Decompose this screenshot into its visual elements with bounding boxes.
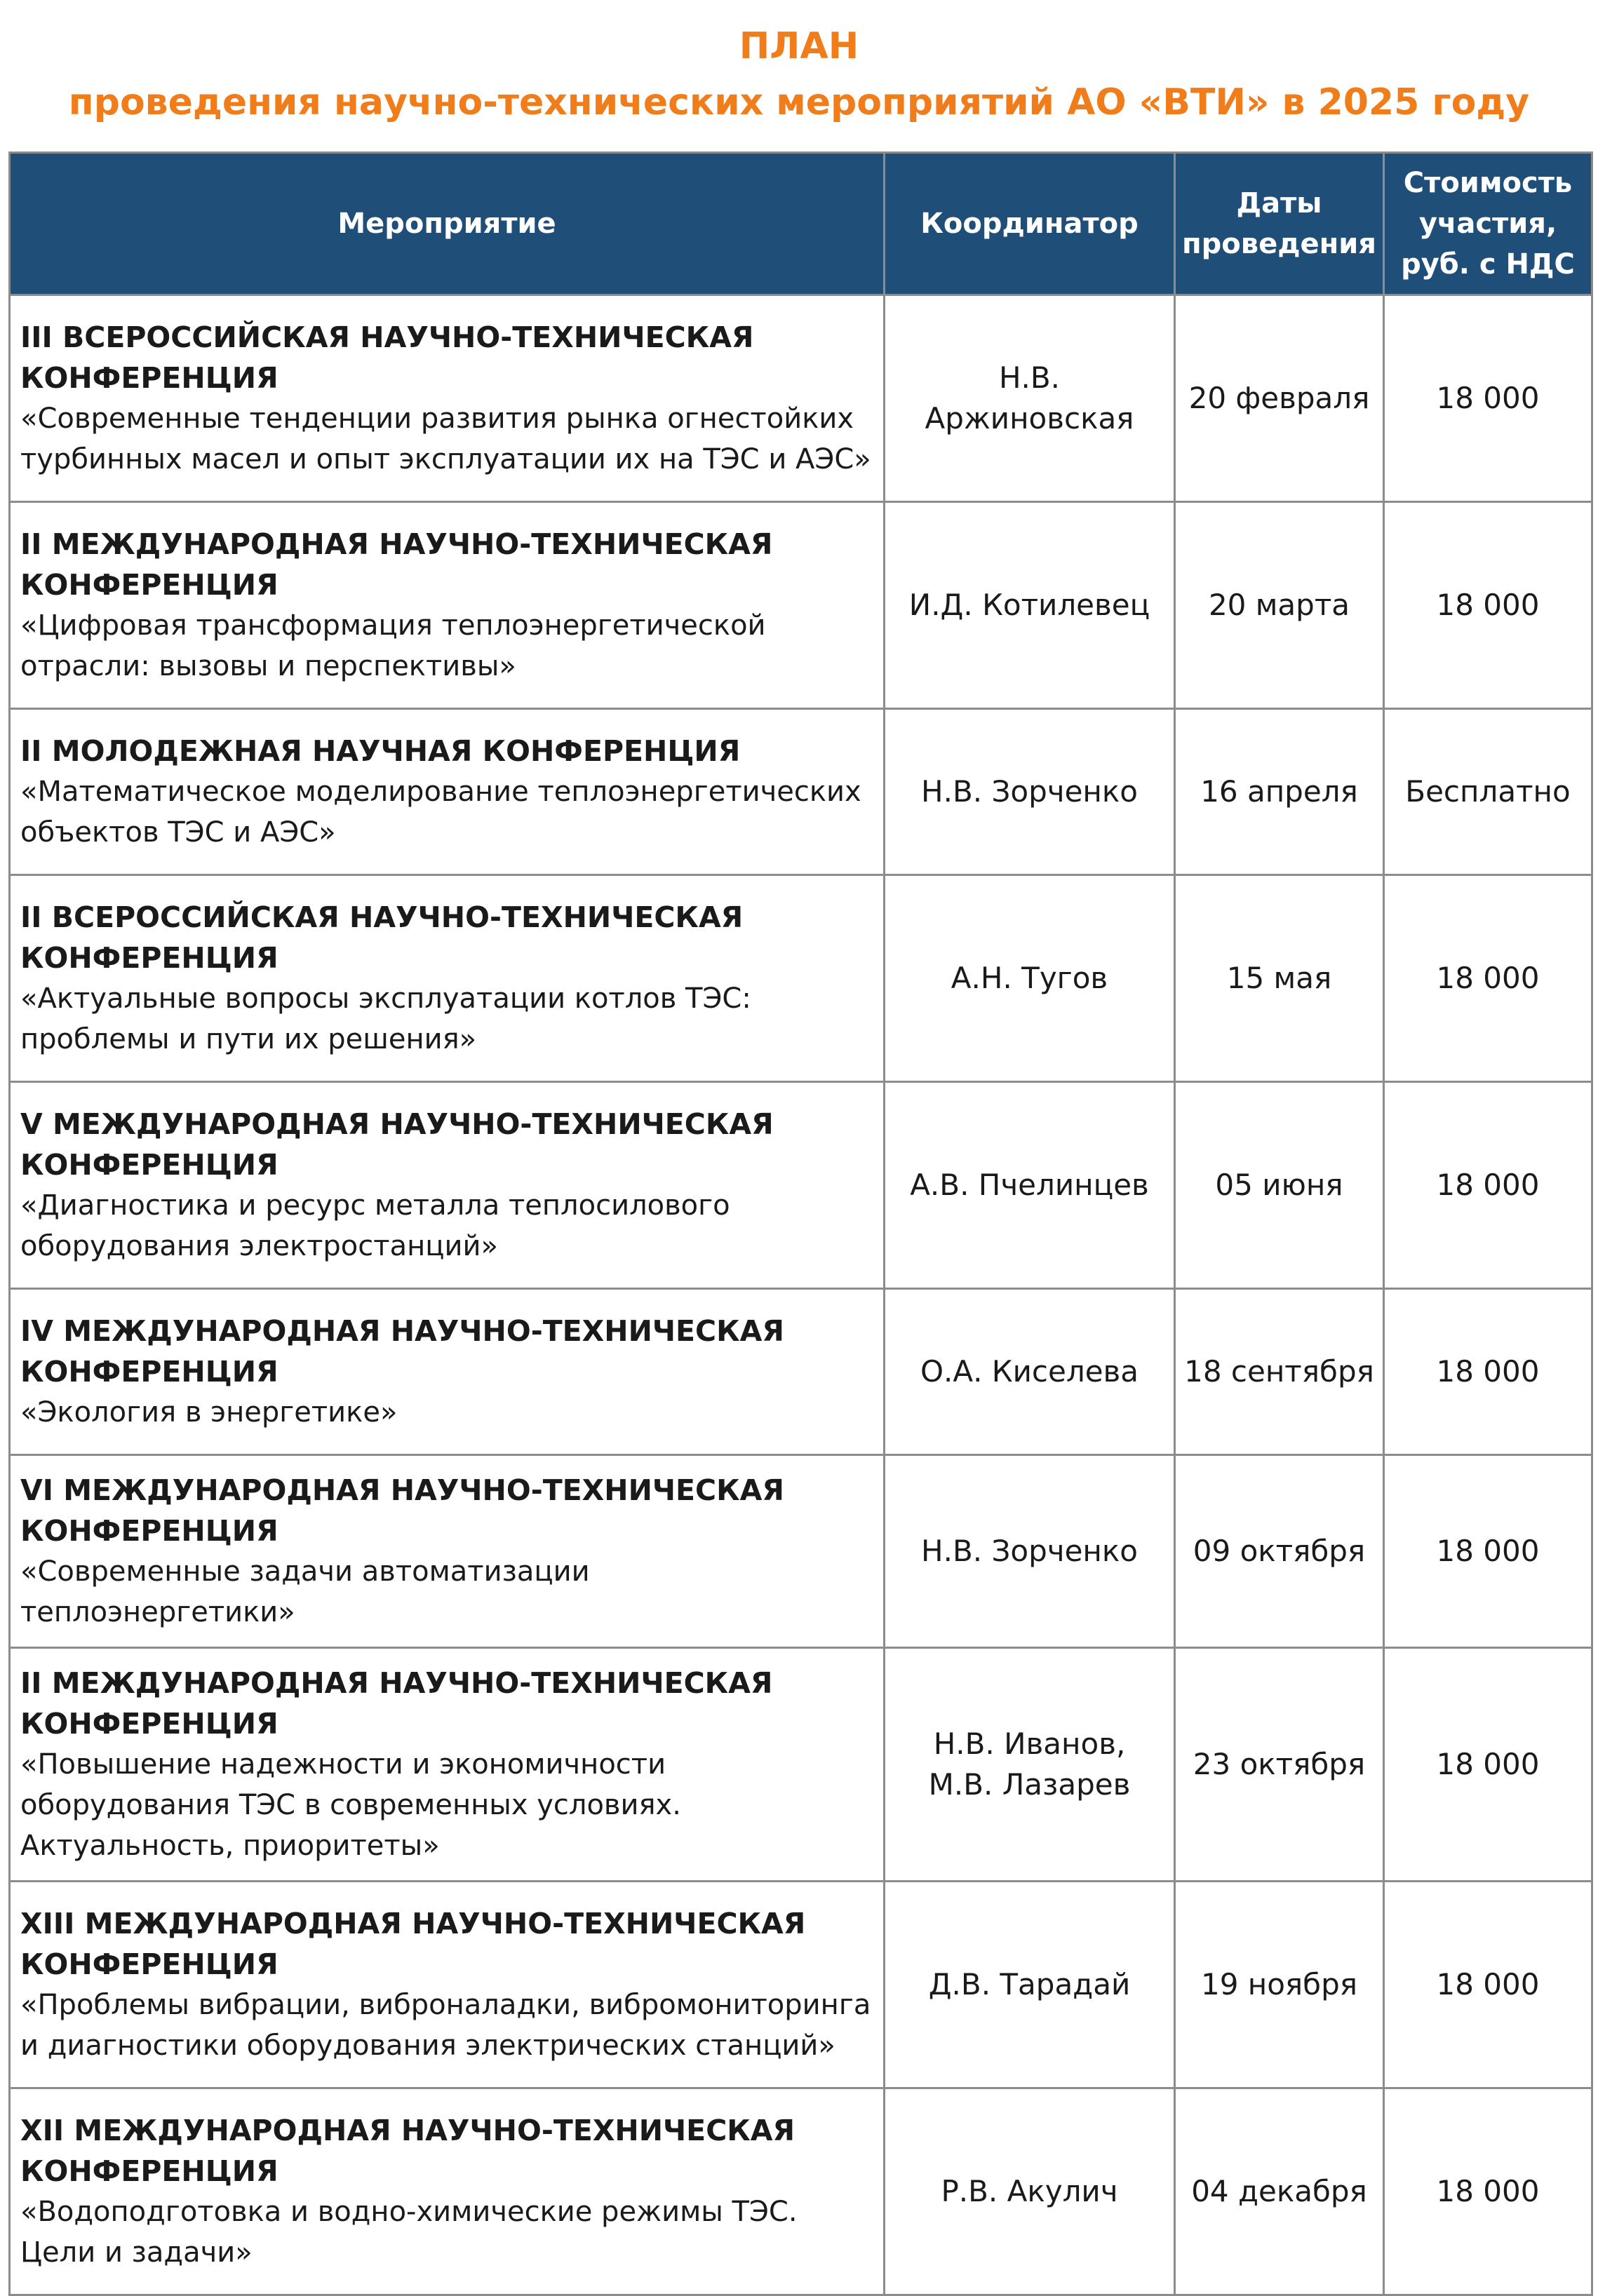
coordinator-name: А.Н. Тугов: [951, 961, 1108, 995]
event-topic: «Современные задачи автоматизации теплоэнергетики»: [20, 1555, 590, 1628]
coordinator-cell: [885, 2088, 1175, 2295]
table-row: [10, 1882, 1592, 2088]
cost-cell: 18 000: [1384, 1455, 1592, 1648]
cost-cell: 18 000: [1384, 1082, 1592, 1289]
table-row: [10, 1455, 1592, 1648]
date-cell: 20 марта: [1175, 502, 1384, 709]
date-cell: 15 мая: [1175, 875, 1384, 1082]
coordinator-name: Н.В. Аржиновская: [925, 360, 1134, 435]
table-row: [10, 295, 1592, 502]
cost-cell: 18 000: [1384, 502, 1592, 709]
document-title: [0, 18, 1598, 130]
event-topic: «Актуальные вопросы эксплуатации котлов ТЭС: проблемы и пути их решения»: [20, 982, 751, 1055]
coordinator-name: А.В. Пчелинцев: [910, 1168, 1149, 1202]
table-row: [10, 1082, 1592, 1289]
cost-cell: 18 000: [1384, 295, 1592, 502]
event-title: V МЕЖДУНАРОДНАЯ НАУЧНО-ТЕХНИЧЕСКАЯ КОНФЕРЕНЦИЯ: [20, 1107, 774, 1182]
cost-cell: 18 000: [1384, 1882, 1592, 2088]
cost-cell: 18 000: [1384, 875, 1592, 1082]
coordinator-cell: [885, 1882, 1175, 2088]
title-line-1: ПЛАН: [739, 25, 859, 67]
table-header-row: [10, 153, 1592, 295]
coordinator-cell: [885, 1289, 1175, 1455]
event-topic: «Современные тенденции развития рынка огнестойких турбинных масел и опыт эксплуатации их на ТЭС и АЭС»: [20, 403, 871, 475]
event-cell: [10, 1082, 885, 1289]
date-cell: 04 декабря: [1175, 2088, 1384, 2295]
event-topic: «Повышение надежности и экономичности оборудования ТЭС в современных условиях. Актуальность, приоритеты»: [20, 1748, 681, 1862]
header-dates: Даты проведения: [1175, 153, 1384, 295]
header-event: Мероприятие: [10, 153, 885, 295]
coordinator-cell: [885, 1648, 1175, 1882]
event-title: XII МЕЖДУНАРОДНАЯ НАУЧНО-ТЕХНИЧЕСКАЯ КОНФЕРЕНЦИЯ: [20, 2114, 795, 2188]
cost-cell: Бесплатно: [1384, 709, 1592, 875]
table-row: [10, 502, 1592, 709]
event-cell: [10, 295, 885, 502]
event-cell: [10, 709, 885, 875]
coordinator-name: О.А. Киселева: [920, 1354, 1139, 1389]
table-row: [10, 875, 1592, 1082]
event-title: II МОЛОДЕЖНАЯ НАУЧНАЯ КОНФЕРЕНЦИЯ: [20, 734, 741, 768]
event-cell: [10, 502, 885, 709]
coordinator-name: Д.В. Тарадай: [928, 1967, 1131, 2001]
date-cell: 18 сентября: [1175, 1289, 1384, 1455]
date-cell: 16 апреля: [1175, 709, 1384, 875]
event-topic: «Цифровая трансформация теплоэнергетической отрасли: вызовы и перспективы»: [20, 609, 766, 682]
event-title: IV МЕЖДУНАРОДНАЯ НАУЧНО-ТЕХНИЧЕСКАЯ КОНФЕРЕНЦИЯ: [20, 1314, 784, 1389]
cost-cell: 18 000: [1384, 1289, 1592, 1455]
table-row: [10, 1648, 1592, 1882]
coordinator-name: И.Д. Котилевец: [908, 588, 1150, 622]
table-row: [10, 1289, 1592, 1455]
table-body: [10, 295, 1592, 2295]
header-cost: Стоимость участия, руб. с НДС: [1384, 153, 1592, 295]
coordinator-cell: [885, 709, 1175, 875]
event-cell: [10, 2088, 885, 2295]
event-topic: «Диагностика и ресурс металла теплосилового оборудования электростанций»: [20, 1189, 730, 1262]
coordinator-cell: [885, 875, 1175, 1082]
coordinator-name: Н.В. Зорченко: [921, 1534, 1138, 1568]
event-cell: [10, 1289, 885, 1455]
cost-cell: 18 000: [1384, 2088, 1592, 2295]
event-cell: [10, 1648, 885, 1882]
table-row: [10, 709, 1592, 875]
date-cell: 19 ноября: [1175, 1882, 1384, 2088]
event-title: XIII МЕЖДУНАРОДНАЯ НАУЧНО-ТЕХНИЧЕСКАЯ КОНФЕРЕНЦИЯ: [20, 1907, 806, 1981]
event-title: II ВСЕРОССИЙСКАЯ НАУЧНО-ТЕХНИЧЕСКАЯ КОНФЕРЕНЦИЯ: [20, 900, 744, 975]
event-topic: «Экология в энергетике»: [20, 1396, 398, 1429]
table-row: [10, 2088, 1592, 2295]
event-title: II МЕЖДУНАРОДНАЯ НАУЧНО-ТЕХНИЧЕСКАЯ КОНФЕРЕНЦИЯ: [20, 527, 773, 602]
event-cell: [10, 1455, 885, 1648]
coordinator-cell: [885, 295, 1175, 502]
date-cell: 20 февраля: [1175, 295, 1384, 502]
event-title: II МЕЖДУНАРОДНАЯ НАУЧНО-ТЕХНИЧЕСКАЯ КОНФЕРЕНЦИЯ: [20, 1666, 773, 1741]
event-cell: [10, 875, 885, 1082]
events-table: [8, 151, 1593, 2296]
date-cell: 23 октября: [1175, 1648, 1384, 1882]
coordinator-name: Н.В. Иванов,: [933, 1727, 1126, 1761]
coordinator-name: М.В. Лазарев: [928, 1767, 1131, 1802]
event-topic: «Проблемы вибрации, виброналадки, вибромониторинга и диагностики оборудования электрических станций»: [20, 1989, 871, 2062]
event-title: VI МЕЖДУНАРОДНАЯ НАУЧНО-ТЕХНИЧЕСКАЯ КОНФЕРЕНЦИЯ: [20, 1473, 784, 1548]
event-cell: [10, 1882, 885, 2088]
coordinator-cell: [885, 502, 1175, 709]
event-topic: «Математическое моделирование теплоэнергетических объектов ТЭС и АЭС»: [20, 776, 861, 849]
coordinator-cell: [885, 1082, 1175, 1289]
title-line-2: проведения научно-технических мероприятий АО «ВТИ» в 2025 году: [68, 81, 1530, 123]
header-coordinator: Координатор: [885, 153, 1175, 295]
coordinator-name: Р.В. Акулич: [941, 2174, 1118, 2208]
coordinator-cell: [885, 1455, 1175, 1648]
date-cell: 09 октября: [1175, 1455, 1384, 1648]
event-title: III ВСЕРОССИЙСКАЯ НАУЧНО-ТЕХНИЧЕСКАЯ КОНФЕРЕНЦИЯ: [20, 320, 754, 395]
date-cell: 05 июня: [1175, 1082, 1384, 1289]
cost-cell: 18 000: [1384, 1648, 1592, 1882]
event-topic: «Водоподготовка и водно-химические режимы ТЭС. Цели и задачи»: [20, 2196, 798, 2269]
coordinator-name: Н.В. Зорченко: [921, 774, 1138, 809]
